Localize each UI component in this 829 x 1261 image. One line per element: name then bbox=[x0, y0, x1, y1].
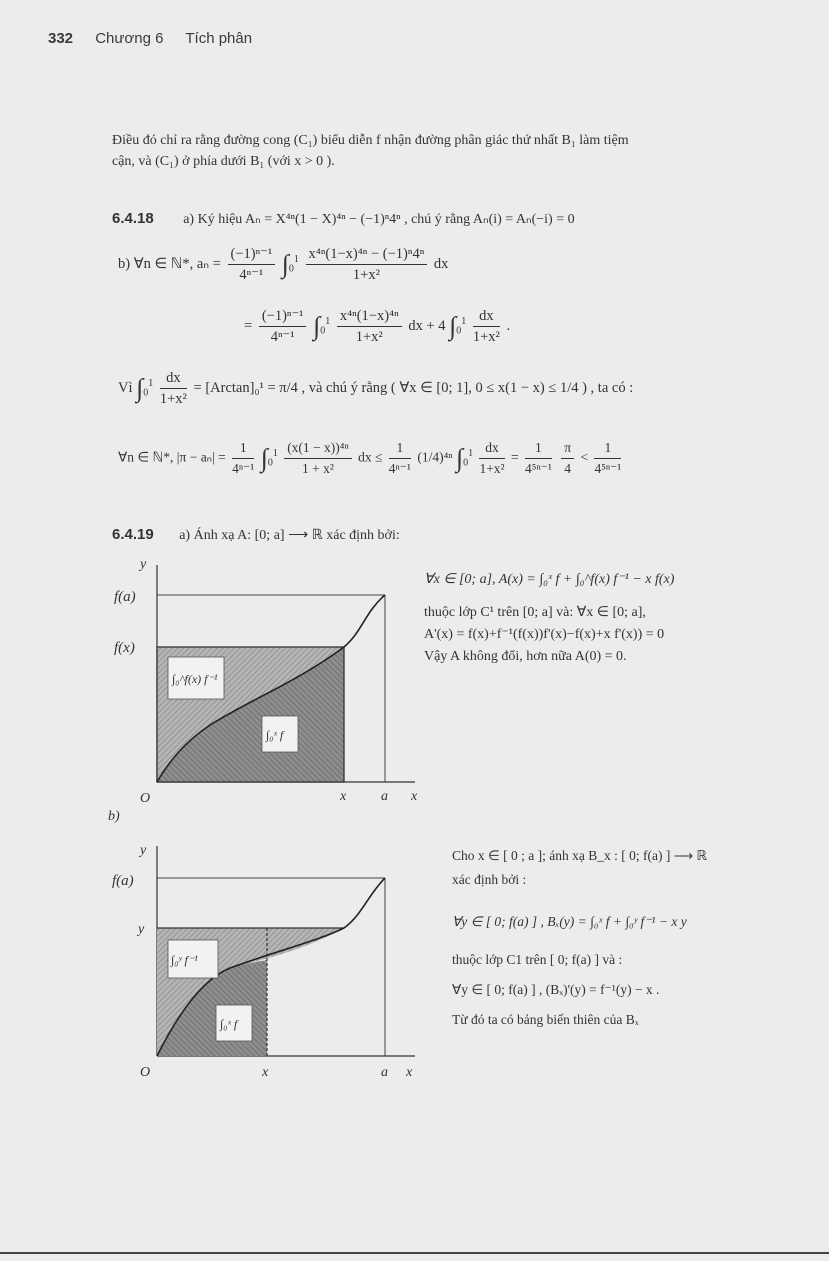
ineq-frac-1-num: 1 bbox=[232, 438, 254, 459]
ex19-def: ∀x ∈ [0; a], A(x) = ∫₀ˣ f + ∫₀^f(x) f⁻¹ − x f(x) bbox=[424, 572, 675, 587]
fig1-origin-label: O bbox=[140, 791, 151, 806]
integral-sign-5: ∫ bbox=[260, 443, 268, 473]
fig2-a-tick: a bbox=[381, 1065, 388, 1080]
ineq-frac-3 bbox=[479, 438, 504, 479]
ex19-b3: ∀y ∈ [ 0; f(a) ] , Bₓ(y) = ∫₀ˣ f + ∫₀ʸ f⁻¹ − x y bbox=[452, 914, 687, 929]
equals-sign: = bbox=[244, 317, 253, 334]
ineq-frac-2-num: 1 bbox=[389, 438, 411, 459]
page-header bbox=[48, 30, 252, 47]
ineq-integrand-num: (x(1 − x))⁴ⁿ bbox=[284, 438, 352, 459]
ineq-frac-3-den: 1+x² bbox=[479, 461, 505, 476]
ineq-pi-frac bbox=[561, 438, 574, 479]
fig1-fa-label: f(a) bbox=[114, 589, 136, 605]
chapter-label: Chương 6 bbox=[95, 30, 164, 47]
ineq-frac-4-den: 4⁵ⁿ⁻¹ bbox=[524, 461, 552, 476]
ineq-frac-4-num: 1 bbox=[525, 438, 552, 459]
ex18-a bbox=[112, 208, 575, 230]
ineq-frac-2-den: 4ⁿ⁻¹ bbox=[388, 461, 411, 476]
ineq-quarter: (1/4)⁴ⁿ bbox=[417, 449, 453, 465]
ex18-b-eq1: b) ∀n ∈ ℕ*, aₙ = $\frac{\text{(−1)ⁿ⁻¹}}{\text{4ⁿ⁻¹}}$ $\int_0^1$ $\frac{\text{x⁴ⁿ(1−x)⁴ⁿ − (−1)ⁿ4ⁿ}}{\text{1+x²}}$ dx bbox=[118, 246, 449, 283]
plus-four: dx + 4 bbox=[408, 317, 446, 334]
coef-num-2: (−1)ⁿ⁻¹ bbox=[259, 306, 307, 327]
integrand-fraction-2 bbox=[337, 306, 402, 347]
ineq-pi-den: 4 bbox=[564, 461, 572, 476]
fig2-x-axis-label: x bbox=[406, 1065, 413, 1080]
chapter-title: Tích phân bbox=[185, 30, 253, 47]
ex18-b-prefix: b) ∀n ∈ ℕ*, aₙ = bbox=[118, 255, 221, 272]
ineq-frac-5 bbox=[594, 438, 621, 479]
fig1-fx-label: f(x) bbox=[114, 640, 135, 656]
fig2-region-upper: ∫₀ʸ f⁻¹ bbox=[171, 953, 198, 967]
ex18-label: 6.4.18 bbox=[112, 210, 154, 227]
intro-line-1: Điều đó chỉ ra rằng đường cong (C₁) biểu diễn f nhận đường phân giác thứ nhất B₁ làm tiệm bbox=[112, 133, 629, 148]
ex19-b6: Từ đó ta có bảng biến thiên của Bₓ bbox=[452, 1012, 639, 1027]
ineq-frac-5-num: 1 bbox=[594, 438, 621, 459]
fig2-x-tick: x bbox=[262, 1065, 269, 1080]
ineq-frac-2 bbox=[389, 438, 411, 479]
ex18-vi-line: Vì $\int_0^1$ $\frac{dx}{\text{1+x²}}$ = [Arctan]₀¹ = π/4 , và chú ý rằng ( ∀x ∈ [0; 1], 0 ≤ x(1 − x) ≤ 1/4 ) , ta có : bbox=[118, 370, 634, 407]
integrand-den: 1+x² bbox=[352, 267, 380, 283]
coef-fraction-2 bbox=[259, 306, 307, 347]
fig2-y-tick: y bbox=[138, 922, 145, 937]
integral-sign-4: ∫ bbox=[136, 373, 144, 403]
integrand-num: x⁴ⁿ(1−x)⁴ⁿ − (−1)ⁿ4ⁿ bbox=[306, 244, 428, 265]
fig1-a-tick: a bbox=[381, 789, 388, 804]
integral-sign-3: ∫ bbox=[449, 311, 457, 341]
integrand-fraction-3 bbox=[473, 306, 500, 347]
fig1-y-axis-label: y bbox=[140, 557, 147, 572]
ineq-frac-5-den: 4⁵ⁿ⁻¹ bbox=[594, 461, 622, 476]
coef-fraction bbox=[228, 244, 276, 285]
coef-den: 4ⁿ⁻¹ bbox=[239, 267, 264, 283]
ineq-integrand-den: 1 + x² bbox=[302, 461, 334, 476]
ex19-a bbox=[112, 524, 400, 546]
figure-a bbox=[100, 550, 430, 810]
intro-paragraph bbox=[112, 130, 792, 172]
ex19-l1: thuộc lớp C¹ trên [0; a] và: ∀x ∈ [0; a], bbox=[424, 605, 646, 620]
ex19-b4: thuộc lớp C1 trên [ 0; f(a) ] và : bbox=[452, 952, 623, 967]
integral-sign-6: ∫ bbox=[455, 443, 464, 473]
integral-sign-2: ∫ bbox=[313, 311, 321, 341]
ex19-l3: Vậy A không đổi, hơn nữa A(0) = 0. bbox=[424, 649, 627, 664]
ex19-a-description bbox=[424, 566, 804, 668]
integrand-num-2: x⁴ⁿ(1−x)⁴ⁿ bbox=[337, 306, 402, 327]
fig2-fa-label: f(a) bbox=[112, 873, 134, 889]
ineq-prefix: ∀n ∈ ℕ*, |π − aₙ| = bbox=[118, 449, 226, 465]
vi-fraction bbox=[160, 368, 187, 409]
ineq-frac-3-num: dx bbox=[479, 438, 504, 459]
fig2-region-lower: ∫₀ˣ f bbox=[220, 1017, 238, 1031]
fig1-region-lower: ∫₀ˣ f bbox=[266, 728, 284, 742]
ex19-b2: xác định bởi : bbox=[452, 872, 527, 887]
page-number: 332 bbox=[48, 30, 74, 47]
vi-prefix: Vì bbox=[118, 379, 133, 396]
ex18-a-text: a) Ký hiệu Aₙ = X⁴ⁿ(1 − X)⁴ⁿ − (−1)ⁿ4ⁿ , chú ý rằng Aₙ(i) = Aₙ(−i) = 0 bbox=[183, 212, 575, 227]
bottom-edge bbox=[0, 1252, 829, 1254]
ineq-mid: dx ≤ bbox=[358, 449, 383, 465]
integrand-den-3: 1+x² bbox=[472, 329, 500, 345]
vi-num: dx bbox=[160, 368, 187, 389]
ineq-lt: < bbox=[580, 449, 589, 465]
fig1-region-upper: ∫₀^f(x) f⁻¹ bbox=[172, 672, 218, 686]
ex18-b-eq2: = $\frac{\text{(−1)ⁿ⁻¹}}{\text{4ⁿ⁻¹}}$ $\int_0^1$ $\frac{\text{x⁴ⁿ(1−x)⁴ⁿ}}{\text{1+x²}}$ dx + 4 $\int_0^1$ $\frac{dx}{\text{1+x²}}$ . bbox=[244, 308, 511, 345]
fig1-x-axis-label: x bbox=[411, 789, 418, 804]
coef-num: (−1)ⁿ⁻¹ bbox=[228, 244, 276, 265]
ex19-b5: ∀y ∈ [ 0; f(a) ] , (Bₓ)'(y) = f⁻¹(y) − x . bbox=[452, 982, 660, 997]
fig1-x-tick: x bbox=[340, 789, 347, 804]
dx-label: dx bbox=[433, 255, 449, 272]
ineq-frac-1 bbox=[232, 438, 254, 479]
ex19-b-description bbox=[452, 844, 812, 1032]
intro-line-2: cận, và (C₁) ở phía dưới B₁ (với x > 0 ). bbox=[112, 154, 335, 169]
ineq-equals: = bbox=[510, 449, 519, 465]
integral-sign: ∫ bbox=[281, 249, 289, 279]
ex19-b1: Cho x ∈ [ 0 ; a ]; ánh xạ B_x : [ 0; f(a) ] ⟶ ℝ bbox=[452, 848, 708, 863]
ineq-integrand bbox=[284, 438, 352, 479]
fig2-origin-label: O bbox=[140, 1065, 151, 1080]
ineq-pi-num: π bbox=[561, 438, 574, 459]
ineq-frac-1-den: 4ⁿ⁻¹ bbox=[232, 461, 255, 476]
ex19-label: 6.4.19 bbox=[112, 526, 154, 543]
coef-den-2: 4ⁿ⁻¹ bbox=[270, 329, 295, 345]
integrand-den-2: 1+x² bbox=[355, 329, 383, 345]
ex19-l2: A'(x) = f(x)+f⁻¹(f(x))f'(x)−f(x)+x f'(x)) = 0 bbox=[424, 627, 665, 642]
vi-rest: = [Arctan]₀¹ = π/4 , và chú ý rằng ( ∀x ∈ [0; 1], 0 ≤ x(1 − x) ≤ 1/4 ) , ta có : bbox=[193, 379, 634, 396]
ex19-b-label: b) bbox=[108, 809, 120, 824]
ex19-a-text: a) Ánh xạ A: [0; a] ⟶ ℝ xác định bởi: bbox=[179, 528, 400, 543]
ex18-inequality: ∀n ∈ ℕ*, |π − aₙ| = $\frac{1}{\text{4ⁿ⁻¹}}$ $\int_0^1$ $\frac{\text{(x(1 − x))⁴ⁿ}}{\text{1 + x²}}$ dx ≤ $\frac{1}{\text{4ⁿ⁻¹}}$ (1/4)⁴ⁿ $\int_0^1$ $\frac{dx}{\text{1+x²}}$ = $\frac{1}{\text{4⁵ⁿ⁻¹}}$ $\frac{\pi}{4}$ < $\frac{1}{\text{4⁵ⁿ⁻¹}}$ bbox=[118, 438, 624, 479]
integrand-fraction bbox=[306, 244, 428, 285]
period: . bbox=[506, 317, 511, 334]
vi-den: 1+x² bbox=[159, 391, 187, 407]
figure-b bbox=[100, 840, 430, 1090]
fig2-y-axis-label: y bbox=[140, 843, 147, 858]
integrand-num-3: dx bbox=[473, 306, 500, 327]
ineq-frac-4 bbox=[525, 438, 552, 479]
